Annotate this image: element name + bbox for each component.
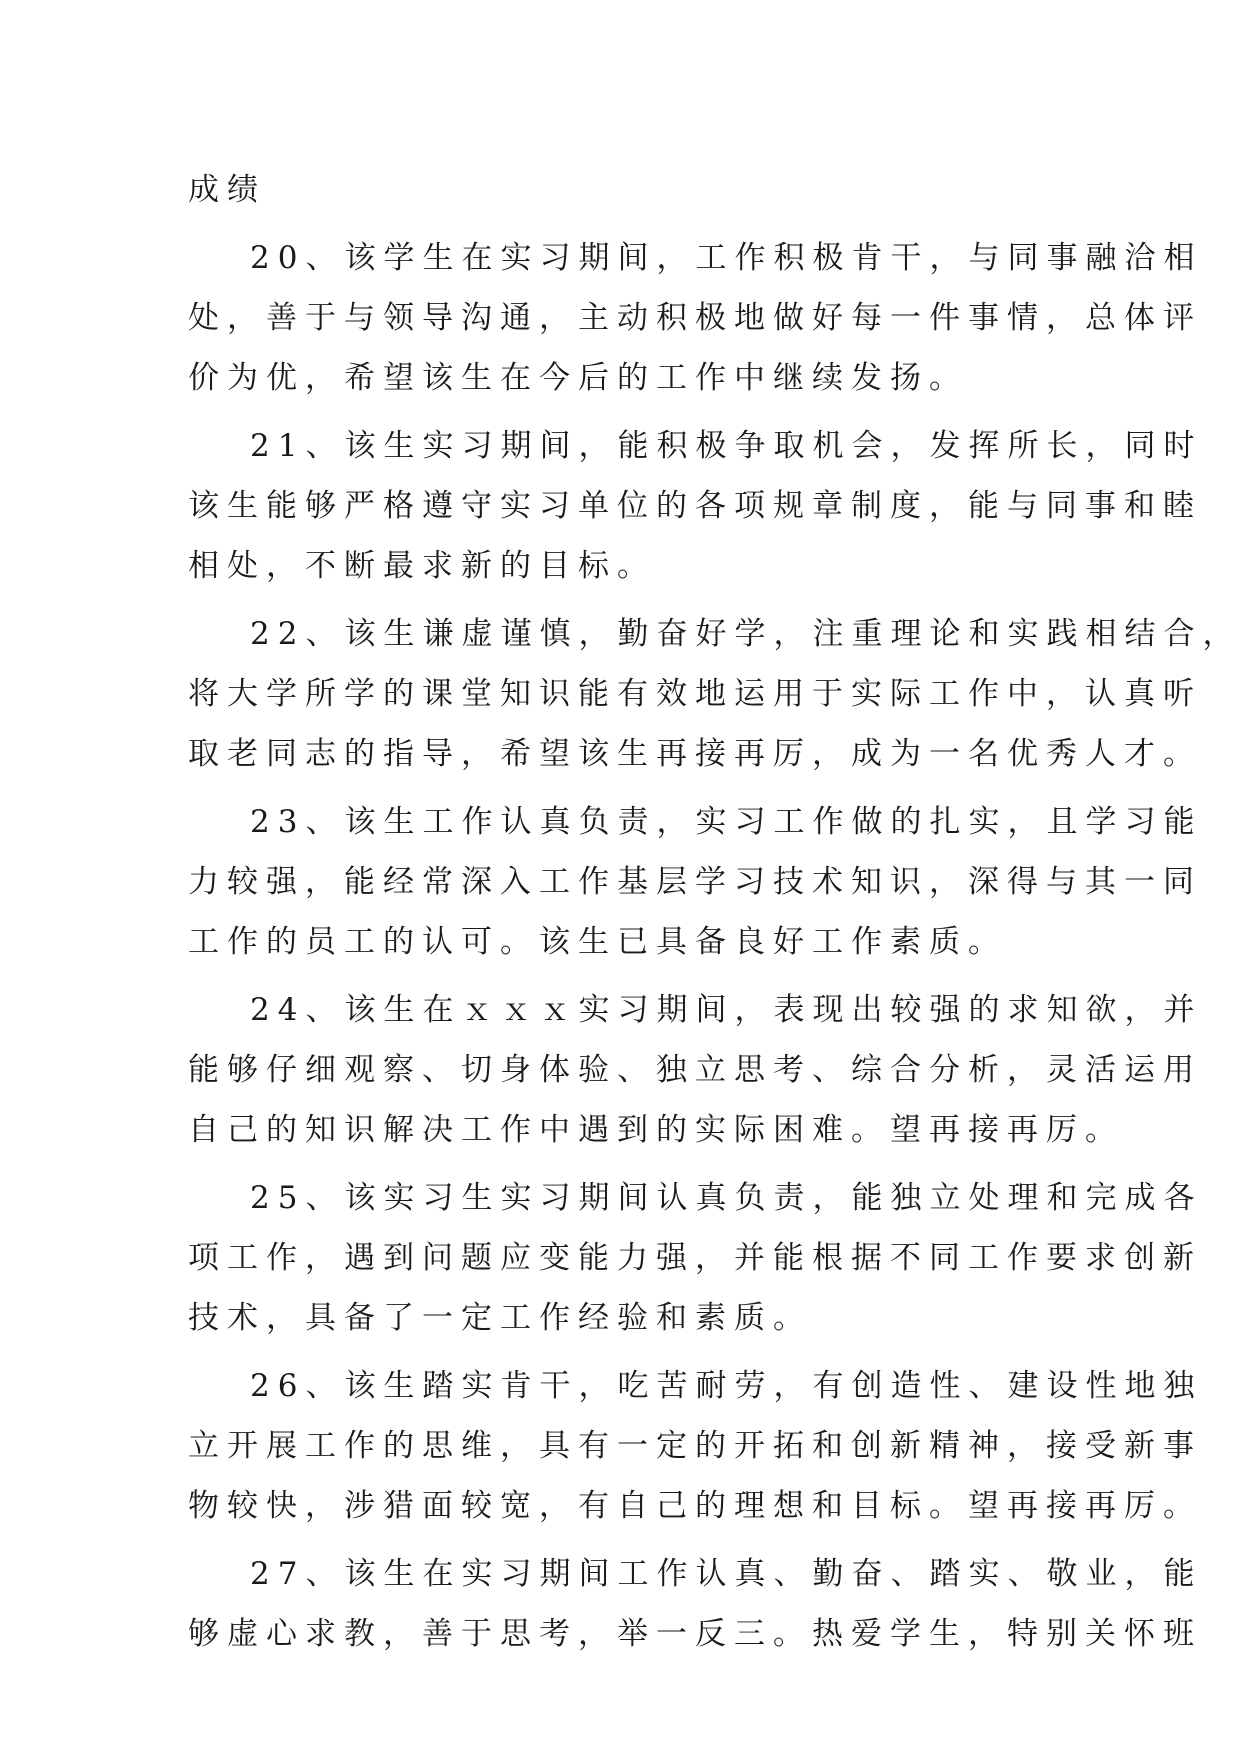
paragraph-25-line-2: 项工作，遇到问题应变能力强，并能根据不同工作要求创新 xyxy=(188,1240,1202,1276)
paragraph-21-line-2: 该生能够严格遵守实习单位的各项规章制度，能与同事和睦 xyxy=(188,488,1202,524)
paragraph-24-line-3: 自己的知识解决工作中遇到的实际困难。望再接再厉。 xyxy=(188,1112,1124,1148)
paragraph-25-line-3: 技术，具备了一定工作经验和素质。 xyxy=(188,1300,812,1336)
paragraph-26-line-3: 物较快，涉猎面较宽，有自己的理想和目标。望再接再厉。 xyxy=(188,1488,1202,1524)
paragraph-26-line-1: 26、该生踏实肯干，吃苦耐劳，有创造性、建设性地独 xyxy=(250,1368,1203,1404)
paragraph-20-line-3: 价为优，希望该生在今后的工作中继续发扬。 xyxy=(188,360,968,396)
paragraph-22-line-3: 取老同志的指导，希望该生再接再厉，成为一名优秀人才。 xyxy=(188,736,1202,772)
paragraph-23-line-1: 23、该生工作认真负责，实习工作做的扎实，且学习能 xyxy=(250,804,1203,840)
paragraph-27-line-1: 27、该生在实习期间工作认真、勤奋、踏实、敬业，能 xyxy=(250,1556,1203,1592)
paragraph-20-line-2: 处，善于与领导沟通，主动积极地做好每一件事情，总体评 xyxy=(188,300,1202,336)
body-text xyxy=(188,160,1241,1664)
paragraph-24-line-2: 能够仔细观察、切身体验、独立思考、综合分析，灵活运用 xyxy=(188,1052,1202,1088)
paragraph-21-line-1: 21、该生实习期间，能积极争取机会，发挥所长，同时 xyxy=(250,428,1203,464)
paragraph-23-line-3: 工作的员工的认可。该生已具备良好工作素质。 xyxy=(188,924,1007,960)
paragraph-22-line-2: 将大学所学的课堂知识能有效地运用于实际工作中，认真听 xyxy=(188,676,1202,712)
text-line: 成绩 xyxy=(188,172,266,208)
paragraph-22-line-1: 22、该生谦虚谨慎，勤奋好学，注重理论和实践相结合， xyxy=(250,616,1241,652)
paragraph-23-line-2: 力较强，能经常深入工作基层学习技术知识，深得与其一同 xyxy=(188,864,1202,900)
paragraph-24-line-1: 24、该生在ｘｘｘ实习期间，表现出较强的求知欲，并 xyxy=(250,992,1203,1028)
paragraph-26-line-2: 立开展工作的思维，具有一定的开拓和创新精神，接受新事 xyxy=(188,1428,1202,1464)
paragraph-21-line-3: 相处，不断最求新的目标。 xyxy=(188,548,656,584)
paragraph-25-line-1: 25、该实习生实习期间认真负责，能独立处理和完成各 xyxy=(250,1180,1203,1216)
paragraph-20-line-1: 20、该学生在实习期间，工作积极肯干，与同事融洽相 xyxy=(250,240,1203,276)
paragraph-27-line-2: 够虚心求教，善于思考，举一反三。热爱学生，特别关怀班 xyxy=(188,1616,1202,1652)
